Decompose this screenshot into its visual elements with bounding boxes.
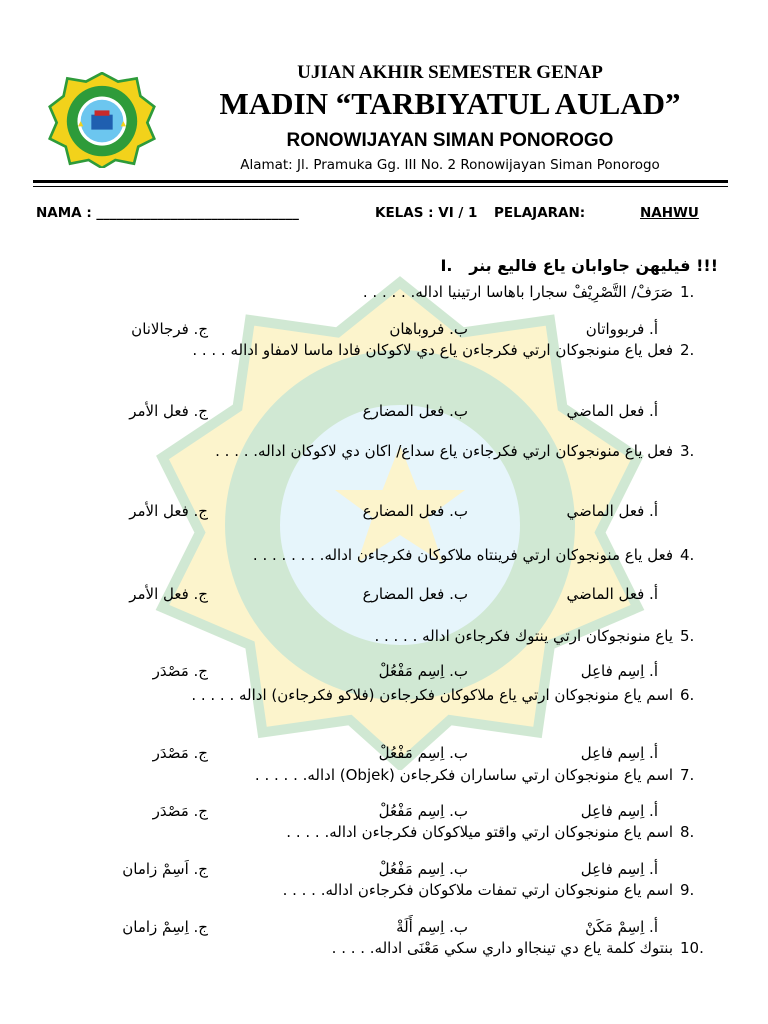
answer-option: ج. فعل الأمر bbox=[129, 402, 208, 420]
answer-option: ب. فروباهان bbox=[389, 320, 468, 338]
answer-option: ج. اَسِمْ زامان bbox=[122, 860, 208, 878]
question-number: 5. bbox=[680, 627, 695, 645]
answer-option: ب. اِسِم مَفْعُلْ bbox=[378, 860, 468, 878]
question-text: فعل ياع منونجوكان ارتي فرينتاه ملاكوكان فكرجاءن اداله. . . . . . . . bbox=[252, 546, 673, 564]
pelajaran-label: PELAJARAN: bbox=[494, 205, 586, 221]
answer-option: أ. اِسِمْ مَكَنْ bbox=[585, 918, 658, 936]
answer-option: أ. اِسِم فاعِل bbox=[580, 860, 658, 878]
school-name: MADIN “TARBIYATUL AULAD” bbox=[219, 86, 681, 121]
answer-option: ج. فعل الأمر bbox=[129, 502, 208, 520]
answer-option: ب. اِسِم مَفْعُلْ bbox=[378, 802, 468, 820]
answer-option: ج. فرجالانان bbox=[131, 320, 208, 338]
section-text: فيليهن جاوابان ياع فاليع بنر !!! bbox=[469, 256, 718, 275]
nama-field: NAMA : ______________________________ bbox=[36, 205, 299, 221]
question-text: اسم ياع منونجوكان ارتي واقتو ميلاكوكان فكرجاءن اداله. . . . . bbox=[286, 823, 673, 841]
question-number: 1. bbox=[680, 283, 695, 301]
section-number: I. bbox=[440, 256, 453, 275]
question-text: اسم ياع منونجوكان ارتي ياع ملاكوكان فكرجاءن (فلاكو فكرجاءن) اداله . . . . . bbox=[191, 686, 673, 704]
answer-option: أ. اِسِم فاعِل bbox=[580, 662, 658, 680]
question-text: اسم ياع منونجوكان ارتي ساساران فكرجاءن (Objek) اداله. . . . . . bbox=[254, 766, 673, 784]
header-divider-thin bbox=[33, 186, 728, 187]
answer-option: ب. اِسِم مَفْعُلْ bbox=[378, 662, 468, 680]
question-number: 6. bbox=[680, 686, 695, 704]
kelas-field: KELAS : VI / 1 bbox=[375, 205, 478, 221]
answer-option: ب. فعل المضارع bbox=[362, 585, 468, 603]
answer-option: ب. اِسِم مَفْعُلْ bbox=[378, 744, 468, 762]
question-number: 8. bbox=[680, 823, 695, 841]
question-text: اسم ياع منونجوكان ارتي تمفات ملاكوكان فكرجاءن اداله. . . . . bbox=[282, 881, 673, 899]
answer-option: أ. اِسِم فاعِل bbox=[580, 802, 658, 820]
answer-option: ب. فعل المضارع bbox=[362, 502, 468, 520]
answer-option: أ. فربوواتان bbox=[585, 320, 658, 338]
answer-option: ب. اِسِم أَلَةْ bbox=[396, 918, 468, 936]
answer-option: ج. اِسِمْ زامان bbox=[122, 918, 208, 936]
school-logo bbox=[48, 72, 156, 168]
answer-option: ج. مَصْدَر bbox=[152, 662, 208, 680]
question-text: بنتوك كلمة ياع دي تينجااو داري سكي مَعْنَى اداله. . . . . bbox=[331, 939, 673, 957]
school-address: Alamat: Jl. Pramuka Gg. III No. 2 Ronowijayan Siman Ponorogo bbox=[240, 157, 660, 173]
question-number: 3. bbox=[680, 442, 695, 460]
header-divider bbox=[33, 180, 728, 183]
answer-option: أ. فعل الماضي bbox=[566, 402, 658, 420]
question-number: 7. bbox=[680, 766, 695, 784]
question-text: فعل ياع منونجوكان ارتي فكرجاءن ياع سداع/ اكان دي لاكوكان اداله. . . . . bbox=[215, 442, 673, 460]
question-number: 4. bbox=[680, 546, 695, 564]
question-text: صَرَفْ/ التَّصْرِيْفْ سجارا باهاسا ارتينيا اداله. . . . . . bbox=[362, 283, 673, 301]
school-location: RONOWIJAYAN SIMAN PONOROGO bbox=[286, 130, 614, 151]
answer-option: ج. مَصْدَر bbox=[152, 802, 208, 820]
pelajaran-value: NAHWU bbox=[640, 205, 699, 221]
answer-option: أ. اِسِم فاعِل bbox=[580, 744, 658, 762]
question-text: ياع منونجوكان ارتي ينتوك فكرجاءن اداله . . . . . bbox=[374, 627, 673, 645]
answer-option: أ. فعل الماضي bbox=[566, 585, 658, 603]
exam-title: UJIAN AKHIR SEMESTER GENAP bbox=[297, 62, 603, 83]
answer-option: ج. فعل الأمر bbox=[129, 585, 208, 603]
question-number: 10. bbox=[680, 939, 704, 957]
question-number: 9. bbox=[680, 881, 695, 899]
question-text: فعل ياع منونجوكان ارتي فكرجاءن ياع دي لاكوكان فادا ماسا لامفاو اداله . . . . bbox=[192, 341, 673, 359]
question-number: 2. bbox=[680, 341, 695, 359]
section-title bbox=[440, 256, 718, 275]
answer-option: أ. فعل الماضي bbox=[566, 502, 658, 520]
answer-option: ب. فعل المضارع bbox=[362, 402, 468, 420]
answer-option: ج. مَصْدَر bbox=[152, 744, 208, 762]
